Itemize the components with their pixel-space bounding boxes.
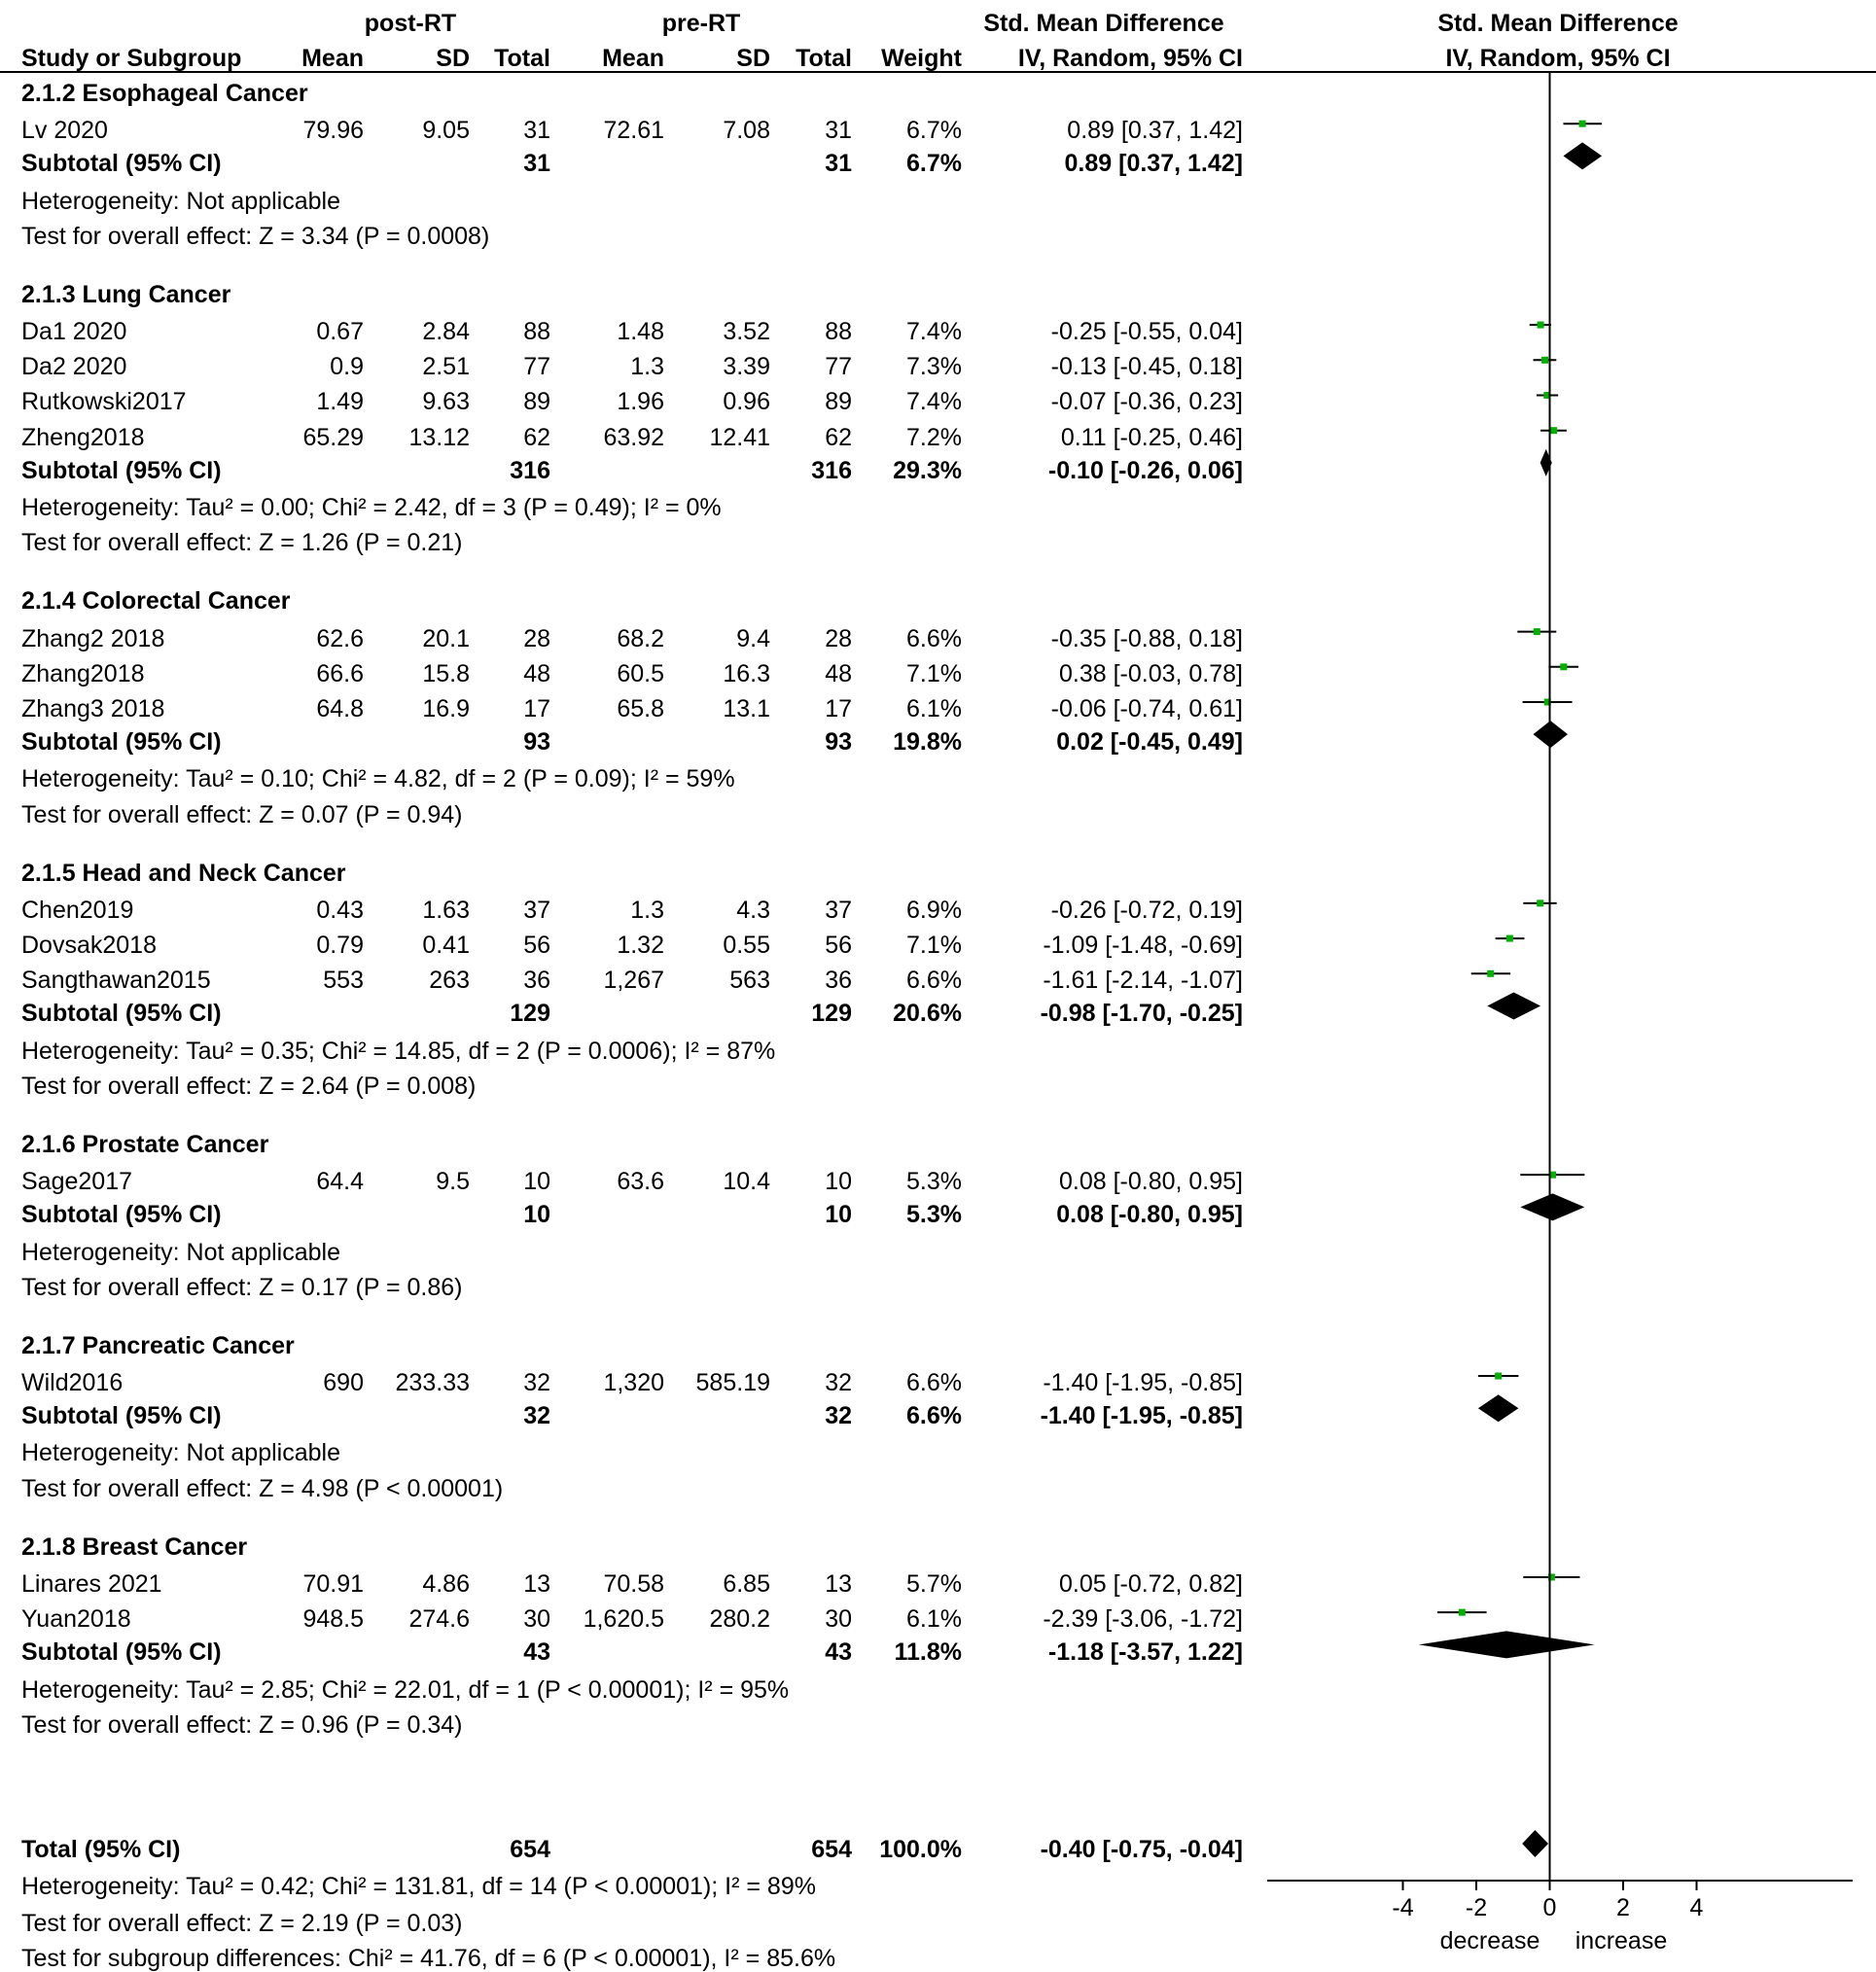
study-ci: -0.07 [-0.36, 0.23] [1051,390,1243,414]
header-sd-pre: SD [736,47,770,71]
subtotal-weight: 11.8% [894,1640,962,1665]
study-weight: 6.6% [906,968,962,993]
study-mean-post: 690 [323,1371,364,1395]
decrease-label: decrease [1295,1929,1684,1954]
header-pre-rt: pre-RT [507,12,896,36]
overall-effect-text: Test for overall effect: Z = 0.07 (P = 0.94) [21,803,462,828]
study-point [1506,935,1513,942]
study-total-post: 17 [523,697,550,722]
study-ci: 0.08 [-0.80, 0.95] [1059,1170,1243,1194]
study-sd-pre: 4.3 [736,898,770,923]
study-weight: 7.1% [906,933,962,958]
header-mean-pre: Mean [602,47,664,71]
study-total-post: 88 [523,320,550,344]
subtotal-total-pre: 43 [825,1640,852,1665]
heterogeneity-text: Heterogeneity: Tau² = 2.85; Chi² = 22.01, df = 1 (P < 0.00001); I² = 95% [21,1678,789,1703]
study-total-pre: 89 [825,390,852,414]
study-total-post: 56 [523,933,550,958]
study-name: Rutkowski2017 [21,390,187,414]
study-sd-pre: 7.08 [723,119,770,143]
subtotal-label: Subtotal (95% CI) [21,730,222,755]
total-overall-effect-text: Test for overall effect: Z = 2.19 (P = 0.03) [21,1912,462,1936]
study-point [1550,427,1557,434]
header-effect-method: IV, Random, 95% CI [1018,47,1243,71]
total-ci: -0.40 [-0.75, -0.04] [1041,1838,1243,1862]
study-weight: 6.9% [906,898,962,923]
header-study: Study or Subgroup [21,47,241,71]
study-name: Lv 2020 [21,119,108,143]
overall-effect-text: Test for overall effect: Z = 3.34 (P = 0.0008) [21,225,489,249]
study-total-pre: 88 [825,320,852,344]
study-total-post: 28 [523,627,550,651]
subtotal-total-pre: 10 [825,1203,852,1227]
study-ci: -0.13 [-0.45, 0.18] [1051,355,1243,379]
subtotal-weight: 19.8% [893,730,962,755]
subtotal-total-pre: 31 [825,152,852,176]
study-sd-pre: 280.2 [709,1607,770,1632]
header-total-pre: Total [796,47,852,71]
subtotal-weight: 20.6% [893,1002,962,1026]
study-weight: 7.1% [906,662,962,687]
subtotal-total-post: 32 [523,1404,550,1428]
study-mean-post: 948.5 [302,1607,364,1632]
header-plot-method: IV, Random, 95% CI [1363,47,1752,71]
study-weight: 7.4% [906,320,962,344]
study-point [1495,1373,1502,1380]
study-sd-pre: 6.85 [723,1572,770,1597]
study-sd-post: 4.86 [422,1572,470,1597]
study-sd-post: 233.33 [396,1371,470,1395]
heterogeneity-text: Heterogeneity: Tau² = 0.00; Chi² = 2.42, df = 3 (P = 0.49); I² = 0% [21,496,722,520]
study-point [1579,121,1586,127]
study-sd-pre: 3.52 [723,320,770,344]
study-sd-post: 2.51 [422,355,470,379]
total-total-pre: 654 [811,1838,852,1862]
pooled-diamond [1522,1830,1548,1857]
heterogeneity-text: Heterogeneity: Tau² = 0.10; Chi² = 4.82, df = 2 (P = 0.09); I² = 59% [21,767,735,792]
x-tick-label: -4 [1209,1896,1598,1920]
subtotal-label: Subtotal (95% CI) [21,1640,222,1665]
study-sd-post: 9.05 [422,119,470,143]
study-sd-pre: 10.4 [723,1170,770,1194]
study-total-post: 36 [523,968,550,993]
study-total-pre: 17 [825,697,852,722]
study-point [1534,628,1540,635]
study-total-post: 62 [523,426,550,450]
study-mean-post: 65.29 [302,426,364,450]
study-sd-post: 13.12 [408,426,470,450]
study-mean-post: 0.9 [330,355,364,379]
overall-effect-text: Test for overall effect: Z = 0.17 (P = 0.86) [21,1276,462,1300]
subtotal-ci: -0.98 [-1.70, -0.25] [1041,1002,1243,1026]
study-mean-post: 0.79 [316,933,364,958]
study-point [1560,663,1567,670]
study-sd-post: 0.41 [422,933,470,958]
subtotal-ci: -1.18 [-3.57, 1.22] [1048,1640,1243,1665]
study-weight: 7.3% [906,355,962,379]
study-name: Yuan2018 [21,1607,131,1632]
study-mean-pre: 68.2 [617,627,664,651]
pooled-diamond [1563,142,1602,169]
study-weight: 7.2% [906,426,962,450]
total-label: Total (95% CI) [21,1838,180,1862]
study-total-pre: 56 [825,933,852,958]
study-total-pre: 28 [825,627,852,651]
study-mean-post: 0.43 [316,898,364,923]
study-sd-pre: 585.19 [696,1371,770,1395]
study-weight: 5.7% [906,1572,962,1597]
subtotal-total-pre: 93 [825,730,852,755]
study-mean-post: 62.6 [316,627,364,651]
study-sd-post: 15.8 [422,662,470,687]
subgroup-title: 2.1.7 Pancreatic Cancer [21,1334,295,1358]
study-total-pre: 13 [825,1572,852,1597]
study-mean-post: 64.4 [316,1170,364,1194]
header-mean-post: Mean [301,47,364,71]
study-sd-post: 20.1 [422,627,470,651]
study-total-post: 13 [523,1572,550,1597]
study-mean-pre: 1,267 [603,968,664,993]
subtotal-weight: 29.3% [893,459,962,483]
pooled-diamond [1487,992,1540,1019]
study-total-post: 10 [523,1170,550,1194]
study-mean-pre: 1,620.5 [584,1607,664,1632]
study-sd-post: 16.9 [422,697,470,722]
study-name: Da1 2020 [21,320,126,344]
study-sd-post: 263 [429,968,470,993]
study-total-post: 77 [523,355,550,379]
study-weight: 6.6% [906,1371,962,1395]
study-total-post: 89 [523,390,550,414]
overall-effect-text: Test for overall effect: Z = 2.64 (P = 0.008) [21,1074,476,1099]
study-total-post: 30 [523,1607,550,1632]
study-sd-post: 2.84 [422,320,470,344]
study-mean-pre: 1,320 [603,1371,664,1395]
subtotal-total-post: 10 [523,1203,550,1227]
study-mean-pre: 65.8 [617,697,664,722]
subtotal-weight: 5.3% [906,1203,962,1227]
subgroup-differences-text: Test for subgroup differences: Chi² = 41.76, df = 6 (P < 0.00001), I² = 85.6% [21,1947,835,1971]
study-sd-post: 9.63 [422,390,470,414]
study-total-pre: 62 [825,426,852,450]
study-total-pre: 31 [825,119,852,143]
subtotal-label: Subtotal (95% CI) [21,1203,222,1227]
subtotal-weight: 6.6% [906,1404,962,1428]
subgroup-title: 2.1.8 Breast Cancer [21,1535,247,1560]
header-effect-title: Std. Mean Difference [909,12,1298,36]
study-name: Zhang3 2018 [21,697,164,722]
study-name: Linares 2021 [21,1572,162,1597]
header-weight: Weight [881,47,962,71]
study-mean-pre: 1.48 [617,320,664,344]
study-total-pre: 36 [825,968,852,993]
study-point [1487,970,1494,977]
study-name: Wild2016 [21,1371,123,1395]
study-mean-pre: 1.96 [617,390,664,414]
study-name: Sangthawan2015 [21,968,211,993]
subtotal-label: Subtotal (95% CI) [21,152,222,176]
subgroup-title: 2.1.2 Esophageal Cancer [21,82,308,106]
subtotal-total-pre: 129 [811,1002,852,1026]
study-total-pre: 77 [825,355,852,379]
study-sd-pre: 9.4 [736,627,770,651]
total-weight: 100.0% [879,1838,962,1862]
study-mean-pre: 60.5 [617,662,664,687]
study-sd-post: 274.6 [408,1607,470,1632]
heterogeneity-text: Heterogeneity: Not applicable [21,1241,340,1265]
pooled-diamond [1478,1394,1519,1422]
subtotal-label: Subtotal (95% CI) [21,1002,222,1026]
study-name: Zhang2018 [21,662,145,687]
subtotal-weight: 6.7% [906,152,962,176]
subgroup-title: 2.1.6 Prostate Cancer [21,1133,268,1157]
study-sd-pre: 563 [729,968,770,993]
study-mean-pre: 1.32 [617,933,664,958]
study-sd-pre: 3.39 [723,355,770,379]
study-ci: -2.39 [-3.06, -1.72] [1043,1607,1243,1632]
study-sd-pre: 0.55 [723,933,770,958]
study-total-post: 48 [523,662,550,687]
study-point [1538,322,1544,329]
study-point [1459,1609,1466,1616]
heterogeneity-text: Heterogeneity: Not applicable [21,1441,340,1465]
x-tick-label: 2 [1429,1896,1818,1920]
study-weight: 7.4% [906,390,962,414]
study-ci: -1.40 [-1.95, -0.85] [1043,1371,1243,1395]
study-name: Dovsak2018 [21,933,157,958]
study-ci: -1.61 [-2.14, -1.07] [1043,968,1243,993]
subtotal-label: Subtotal (95% CI) [21,459,222,483]
study-sd-post: 1.63 [422,898,470,923]
study-mean-pre: 63.92 [603,426,664,450]
study-weight: 6.1% [906,697,962,722]
study-total-pre: 10 [825,1170,852,1194]
study-ci: 0.38 [-0.03, 0.78] [1059,662,1243,687]
study-ci: 0.05 [-0.72, 0.82] [1059,1572,1243,1597]
header-total-post: Total [494,47,550,71]
header-sd-post: SD [436,47,470,71]
study-total-post: 32 [523,1371,550,1395]
heterogeneity-text: Heterogeneity: Not applicable [21,190,340,214]
study-mean-pre: 63.6 [617,1170,664,1194]
study-name: Chen2019 [21,898,133,923]
subgroup-title: 2.1.4 Colorectal Cancer [21,589,291,614]
total-heterogeneity-text: Heterogeneity: Tau² = 0.42; Chi² = 131.81, df = 14 (P < 0.00001); I² = 89% [21,1875,816,1899]
subtotal-label: Subtotal (95% CI) [21,1404,222,1428]
pooled-diamond [1419,1631,1595,1658]
study-ci: -1.09 [-1.48, -0.69] [1043,933,1243,958]
study-mean-pre: 70.58 [603,1572,664,1597]
study-total-pre: 48 [825,662,852,687]
study-sd-pre: 0.96 [723,390,770,414]
overall-effect-text: Test for overall effect: Z = 0.96 (P = 0.34) [21,1713,462,1738]
study-sd-post: 9.5 [436,1170,470,1194]
study-total-post: 37 [523,898,550,923]
study-mean-pre: 1.3 [630,355,664,379]
study-sd-pre: 13.1 [723,697,770,722]
study-point [1537,899,1543,906]
subtotal-ci: 0.02 [-0.45, 0.49] [1056,730,1243,755]
study-weight: 6.6% [906,627,962,651]
study-mean-post: 64.8 [316,697,364,722]
study-mean-post: 1.49 [316,390,364,414]
x-tick-label: 4 [1503,1896,1876,1920]
subgroup-title: 2.1.5 Head and Neck Cancer [21,862,346,886]
increase-label: increase [1427,1929,1816,1954]
overall-effect-text: Test for overall effect: Z = 1.26 (P = 0.21) [21,531,462,555]
overall-effect-text: Test for overall effect: Z = 4.98 (P < 0.00001) [21,1477,503,1501]
subtotal-total-post: 129 [510,1002,550,1026]
study-weight: 5.3% [906,1170,962,1194]
study-weight: 6.7% [906,119,962,143]
study-weight: 6.1% [906,1607,962,1632]
study-mean-post: 66.6 [316,662,364,687]
heterogeneity-text: Heterogeneity: Tau² = 0.35; Chi² = 14.85, df = 2 (P = 0.0006); I² = 87% [21,1039,775,1064]
study-ci: -0.26 [-0.72, 0.19] [1051,898,1243,923]
study-total-pre: 32 [825,1371,852,1395]
study-name: Zhang2 2018 [21,627,164,651]
subtotal-ci: 0.89 [0.37, 1.42] [1065,152,1243,176]
study-mean-pre: 72.61 [603,119,664,143]
study-sd-pre: 12.41 [709,426,770,450]
study-mean-post: 70.91 [302,1572,364,1597]
study-total-pre: 37 [825,898,852,923]
x-tick-label: -2 [1282,1896,1671,1920]
study-ci: -0.25 [-0.55, 0.04] [1051,320,1243,344]
study-mean-post: 553 [323,968,364,993]
study-ci: -0.06 [-0.74, 0.61] [1051,697,1243,722]
study-ci: 0.89 [0.37, 1.42] [1067,119,1243,143]
study-mean-pre: 1.3 [630,898,664,923]
x-tick-label: 0 [1356,1896,1745,1920]
total-total-post: 654 [510,1838,550,1862]
subtotal-total-post: 316 [510,459,550,483]
study-mean-post: 79.96 [302,119,364,143]
subtotal-total-post: 93 [523,730,550,755]
study-ci: 0.11 [-0.25, 0.46] [1061,426,1243,450]
subtotal-total-pre: 316 [811,459,852,483]
subtotal-total-post: 43 [523,1640,550,1665]
header-post-rt: post-RT [216,12,605,36]
study-total-pre: 30 [825,1607,852,1632]
subtotal-total-pre: 32 [825,1404,852,1428]
study-mean-post: 0.67 [316,320,364,344]
study-name: Da2 2020 [21,355,126,379]
subtotal-ci: -0.10 [-0.26, 0.06] [1048,459,1243,483]
study-name: Sage2017 [21,1170,132,1194]
header-plot-title: Std. Mean Difference [1363,12,1752,36]
study-name: Zheng2018 [21,426,145,450]
pooled-diamond [1520,1193,1584,1220]
subgroup-title: 2.1.3 Lung Cancer [21,283,230,307]
subtotal-total-post: 31 [523,152,550,176]
study-total-post: 31 [523,119,550,143]
subtotal-ci: 0.08 [-0.80, 0.95] [1056,1203,1243,1227]
subtotal-ci: -1.40 [-1.95, -0.85] [1041,1404,1243,1428]
study-sd-pre: 16.3 [723,662,770,687]
study-ci: -0.35 [-0.88, 0.18] [1051,627,1243,651]
study-point [1541,357,1548,364]
